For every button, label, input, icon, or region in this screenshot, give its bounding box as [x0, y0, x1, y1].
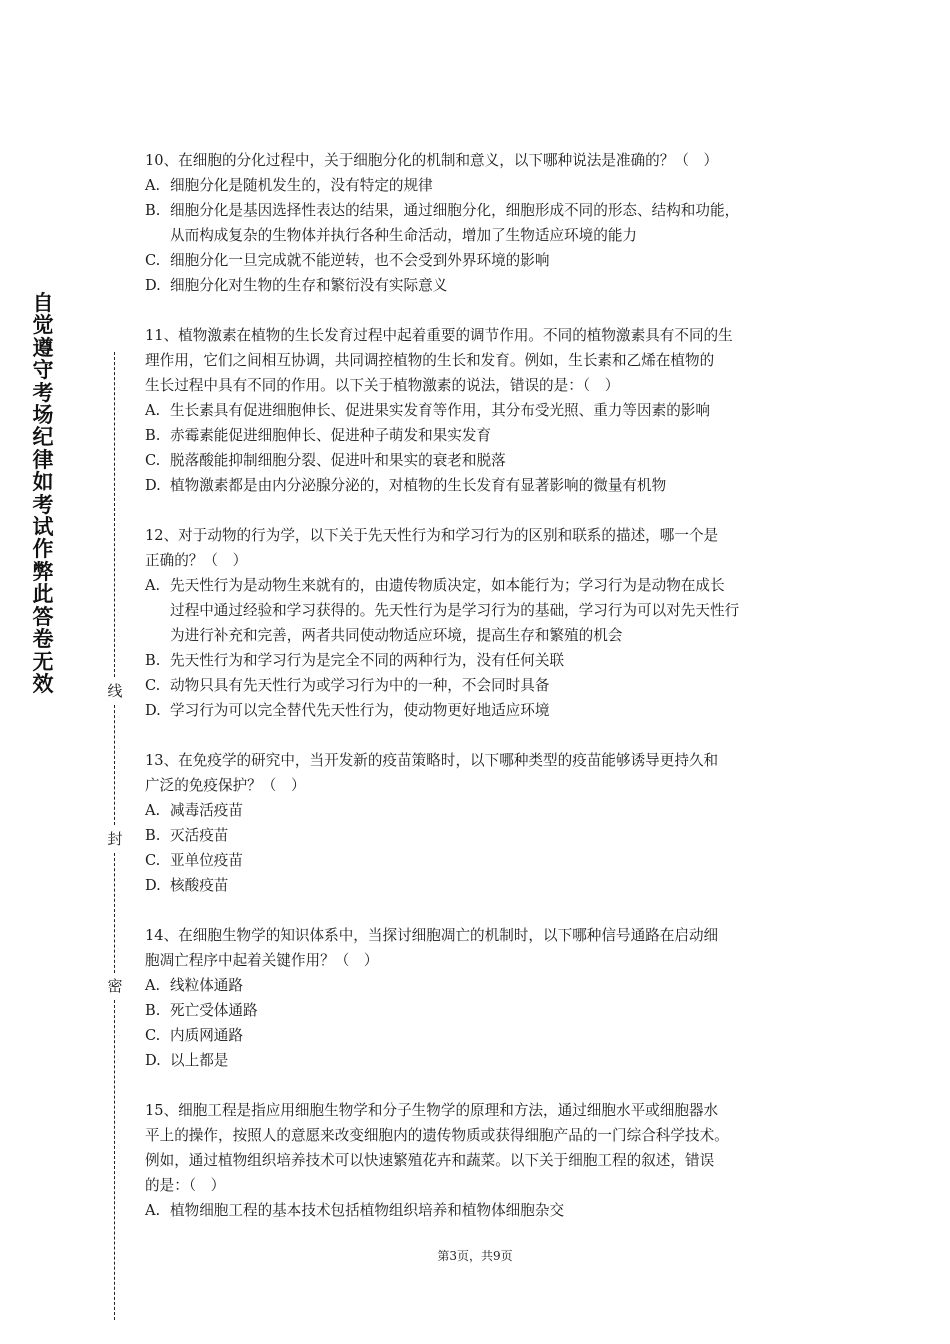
option-text-line: 以上都是 — [170, 1052, 229, 1069]
option-d — [145, 698, 825, 723]
question-stem-line: 14、在细胞生物学的知识体系中，当探讨细胞凋亡的机制时，以下哪种信号通路在启动细 — [145, 927, 719, 944]
option-text — [170, 423, 825, 448]
option-d — [145, 273, 825, 298]
option-b — [145, 823, 825, 848]
question-stem-line: 例如，通过植物组织培养技术可以快速繁殖花卉和蔬菜。以下关于细胞工程的叙述，错误 — [145, 1152, 715, 1169]
question-stem-line: 理作用，它们之间相互协调，共同调控植物的生长和发育。例如，生长素和乙烯在植物的 — [145, 352, 715, 369]
binding-mark-seal: 封 — [107, 830, 123, 848]
option-d — [145, 873, 825, 898]
option-label: D. — [145, 702, 161, 719]
binding-line-dashed — [114, 352, 115, 677]
option-text-line: 植物激素都是由内分泌腺分泌的，对植物的生长发育有显著影响的微量有机物 — [170, 477, 667, 494]
option-text — [170, 398, 825, 423]
question-11 — [145, 323, 825, 498]
option-text — [170, 273, 825, 298]
option-text-line: 生长素具有促进细胞伸长、促进果实发育等作用，其分布受光照、重力等因素的影响 — [170, 402, 710, 419]
option-a — [145, 973, 825, 998]
option-label: A. — [145, 402, 161, 419]
option-text — [170, 873, 825, 898]
option-a — [145, 173, 825, 198]
option-text — [170, 973, 825, 998]
option-text — [170, 173, 825, 198]
option-label: C. — [145, 252, 161, 269]
question-stem-line: 胞凋亡程序中起着关键作用？（ ） — [145, 952, 379, 969]
option-label: D. — [145, 1052, 161, 1069]
binding-line-dashed — [114, 705, 115, 825]
option-text — [170, 998, 825, 1023]
option-text — [170, 798, 825, 823]
question-stem-line: 平上的操作，按照人的意愿来改变细胞内的遗传物质或获得细胞产品的一门综合科学技术。 — [145, 1127, 729, 1144]
option-b — [145, 423, 825, 448]
option-label: C. — [145, 852, 161, 869]
question-14 — [145, 923, 825, 1073]
option-d — [145, 1048, 825, 1073]
option-text-line: 植物细胞工程的基本技术包括植物组织培养和植物体细胞杂交 — [170, 1202, 565, 1219]
option-label: A. — [145, 577, 161, 594]
option-text-line: 赤霉素能促进细胞伸长、促进种子萌发和果实发育 — [170, 427, 492, 444]
question-stem-line: 13、在免疫学的研究中，当开发新的疫苗策略时，以下哪种类型的疫苗能够诱导更持久和 — [145, 752, 719, 769]
option-text — [170, 448, 825, 473]
option-text-line: 内质网通路 — [170, 1027, 243, 1044]
option-text-line: 为进行补充和完善，两者共同使动物适应环境，提高生存和繁殖的机会 — [170, 627, 623, 644]
option-c — [145, 1023, 825, 1048]
option-text — [170, 648, 825, 673]
option-text — [170, 248, 825, 273]
question-list — [145, 148, 825, 1248]
question-stem-line: 生长过程中具有不同的作用。以下关于植物激素的说法，错误的是：（ ） — [145, 377, 620, 394]
option-text-line: 先天性行为是动物生来就有的，由遗传物质决定，如本能行为；学习行为是动物在成长 — [170, 577, 725, 594]
option-text-line: 先天性行为和学习行为是完全不同的两种行为，没有任何关联 — [170, 652, 565, 669]
option-text — [170, 1023, 825, 1048]
option-text-line: 从而构成复杂的生物体并执行各种生命活动，增加了生物适应环境的能力 — [170, 227, 638, 244]
option-label: B. — [145, 827, 161, 844]
option-c — [145, 848, 825, 873]
binding-mark-secret: 密 — [107, 977, 123, 995]
question-13 — [145, 748, 825, 898]
question-stem-line: 的是：（ ） — [145, 1177, 226, 1194]
option-label: B. — [145, 652, 161, 669]
question-12 — [145, 523, 825, 723]
option-text — [170, 673, 825, 698]
option-text — [170, 1048, 825, 1073]
option-text — [170, 198, 825, 248]
option-text-line: 死亡受体通路 — [170, 1002, 258, 1019]
option-label: B. — [145, 427, 161, 444]
question-stem-line: 正确的？（ ） — [145, 552, 248, 569]
question-stem-line: 15、细胞工程是指应用细胞生物学和分子生物学的原理和方法，通过细胞水平或细胞器水 — [145, 1102, 719, 1119]
option-label: B. — [145, 202, 161, 219]
option-label: C. — [145, 677, 161, 694]
binding-line-dashed — [114, 1000, 115, 1320]
option-label: A. — [145, 177, 161, 194]
option-label: C. — [145, 1027, 161, 1044]
option-text-line: 亚单位疫苗 — [170, 852, 243, 869]
option-label: C. — [145, 452, 161, 469]
option-text-line: 核酸疫苗 — [170, 877, 229, 894]
option-text-line: 线粒体通路 — [170, 977, 243, 994]
option-a — [145, 573, 825, 648]
option-c — [145, 673, 825, 698]
option-b — [145, 648, 825, 673]
option-text-line: 动物只具有先天性行为或学习行为中的一种，不会同时具备 — [170, 677, 550, 694]
option-a — [145, 798, 825, 823]
option-text — [170, 1198, 825, 1223]
option-text — [170, 573, 825, 648]
option-text-line: 细胞分化对生物的生存和繁衍没有实际意义 — [170, 277, 448, 294]
option-a — [145, 398, 825, 423]
option-label: D. — [145, 277, 161, 294]
option-text — [170, 473, 825, 498]
option-text-line: 脱落酸能抑制细胞分裂、促进叶和果实的衰老和脱落 — [170, 452, 506, 469]
option-b — [145, 198, 825, 248]
option-text — [170, 823, 825, 848]
question-stem-line: 广泛的免疫保护？（ ） — [145, 777, 306, 794]
option-label: B. — [145, 1002, 161, 1019]
option-label: D. — [145, 877, 161, 894]
option-a — [145, 1198, 825, 1223]
option-b — [145, 998, 825, 1023]
option-label: D. — [145, 477, 161, 494]
option-text — [170, 698, 825, 723]
question-stem-line: 12、对于动物的行为学，以下关于先天性行为和学习行为的区别和联系的描述，哪一个是 — [145, 527, 719, 544]
question-stem-line: 11、植物激素在植物的生长发育过程中起着重要的调节作用。不同的植物激素具有不同的生 — [145, 327, 733, 344]
option-label: A. — [145, 977, 161, 994]
question-15 — [145, 1098, 825, 1223]
option-text-line: 灭活疫苗 — [170, 827, 229, 844]
option-text-line: 学习行为可以完全替代先天性行为，使动物更好地适应环境 — [170, 702, 550, 719]
option-label: A. — [145, 802, 161, 819]
option-d — [145, 473, 825, 498]
option-c — [145, 248, 825, 273]
option-text — [170, 848, 825, 873]
option-c — [145, 448, 825, 473]
page-number: 第3页，共9页 — [437, 1249, 513, 1263]
option-text-line: 细胞分化是随机发生的，没有特定的规律 — [170, 177, 433, 194]
question-stem-line: 10、在细胞的分化过程中，关于细胞分化的机制和意义，以下哪种说法是准确的？（ ） — [145, 152, 719, 169]
option-label: A. — [145, 1202, 161, 1219]
exam-discipline-notice: 自觉遵守考场纪律如考试作弊此答卷无效 — [32, 291, 54, 696]
question-10 — [145, 148, 825, 298]
option-text-line: 细胞分化一旦完成就不能逆转，也不会受到外界环境的影响 — [170, 252, 550, 269]
option-text-line: 细胞分化是基因选择性表达的结果，通过细胞分化，细胞形成不同的形态、结构和功能， — [170, 202, 740, 219]
option-text-line: 过程中通过经验和学习获得的。先天性行为是学习行为的基础，学习行为可以对先天性行 — [170, 602, 740, 619]
binding-line-dashed — [114, 853, 115, 973]
option-text-line: 减毒活疫苗 — [170, 802, 243, 819]
binding-mark-line: 线 — [107, 682, 123, 700]
